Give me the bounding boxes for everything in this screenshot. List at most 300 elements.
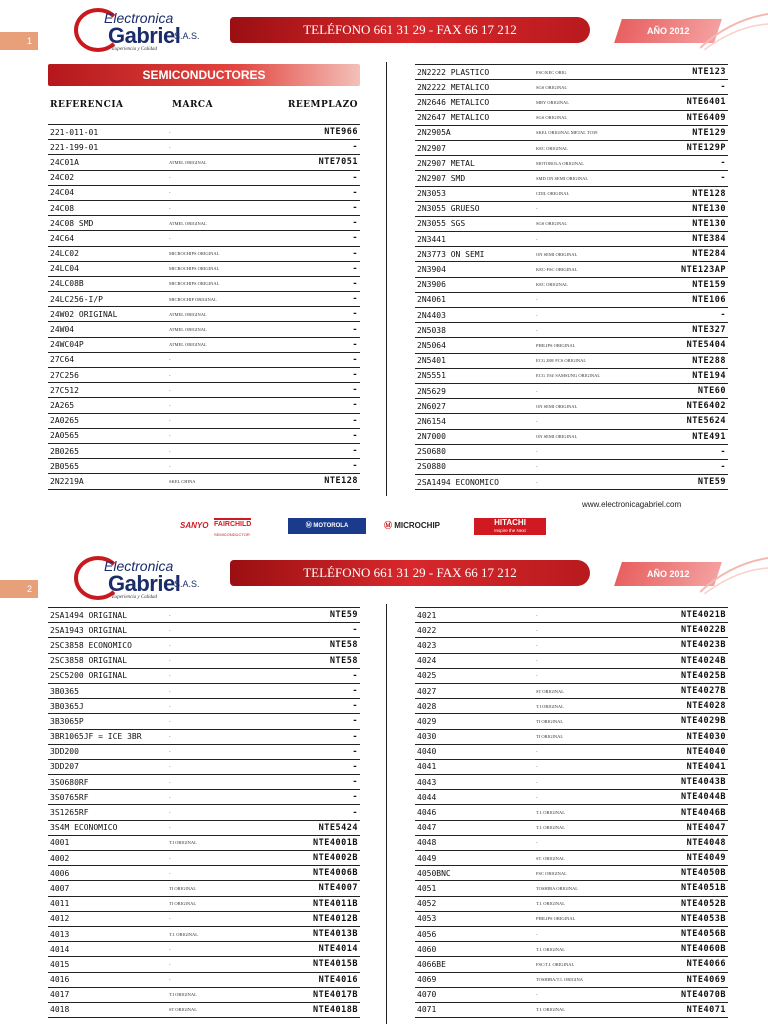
part-replacement: NTE4071	[642, 1002, 728, 1017]
table-row	[48, 155, 360, 170]
table-row	[48, 428, 360, 443]
table-row	[415, 125, 728, 140]
table-row	[48, 200, 360, 215]
table-row	[415, 353, 728, 368]
logo-slogan: Experiencia y Calidad	[112, 595, 157, 600]
table-row	[48, 668, 360, 683]
part-reference: 2B0565	[48, 459, 167, 474]
part-replacement: -	[274, 322, 360, 337]
table-row	[415, 368, 728, 383]
part-reference: 24W02 ORIGINAL	[48, 307, 167, 322]
part-replacement: NTE4066	[642, 957, 728, 972]
part-replacement: NTE123	[642, 65, 728, 80]
fairchild-sub: SEMICONDUCTOR	[214, 532, 250, 537]
part-brand: SMD ON SEMI ORIGINAL	[534, 171, 642, 186]
part-reference: 2SA1494 ECONOMICO	[415, 475, 534, 490]
part-reference: 24C08 SMD	[48, 216, 167, 231]
part-replacement: NTE4049	[642, 851, 728, 866]
part-replacement: NTE284	[642, 247, 728, 262]
table-row	[415, 972, 728, 987]
part-brand: SGS ORIGINAL	[534, 80, 642, 95]
part-brand: -	[534, 668, 642, 683]
part-replacement: -	[274, 216, 360, 231]
table-row	[48, 307, 360, 322]
part-replacement: NTE159	[642, 277, 728, 292]
table-row	[415, 475, 728, 490]
part-brand: -	[534, 292, 642, 307]
part-brand: -	[167, 957, 274, 972]
part-brand: T.I ORIGINAL	[167, 987, 274, 1002]
part-replacement: NTE4043B	[642, 775, 728, 790]
table-row	[48, 185, 360, 200]
part-brand: MICROCHIPS ORIGINAL	[167, 246, 274, 261]
part-reference: 2N4403	[415, 308, 534, 323]
part-reference: 2N2647 METALICO	[415, 110, 534, 125]
part-brand: ATMEL ORIGINAL	[167, 155, 274, 170]
page-number: 2	[0, 580, 38, 598]
col-rep-header: REEMPLAZO	[287, 100, 358, 110]
part-brand: -	[167, 200, 274, 215]
part-reference: 221-011-01	[48, 125, 167, 140]
phone-bar: TELÉFONO 661 31 29 - FAX 66 17 212	[230, 560, 590, 586]
brand-strip	[180, 518, 550, 536]
part-reference: 221-199-01	[48, 140, 167, 155]
table-row	[48, 231, 360, 246]
part-brand: ATMEL ORIGINAL	[167, 216, 274, 231]
part-reference: 4016	[48, 972, 167, 987]
part-reference: 4018	[48, 1002, 167, 1017]
part-reference: 4071	[415, 1002, 534, 1017]
part-replacement: NTE4018B	[274, 1002, 360, 1017]
part-brand: -	[167, 805, 274, 820]
table-row	[48, 957, 360, 972]
part-brand: TI ORIGINAL	[534, 714, 642, 729]
part-replacement: NTE4070B	[642, 987, 728, 1002]
part-replacement: NTE59	[274, 608, 360, 623]
logo-line2: Gabriel	[108, 23, 181, 48]
part-brand: ECG 288/ FCS ORIGINAL	[534, 353, 642, 368]
part-brand: T.I ORIGINAL	[167, 835, 274, 850]
table-row	[415, 232, 728, 247]
part-reference: 4023	[415, 638, 534, 653]
sanyo-logo: SANYO	[180, 521, 209, 530]
table-row	[48, 638, 360, 653]
part-reference: 4001	[48, 835, 167, 850]
part-reference: 4014	[48, 942, 167, 957]
part-reference: 4012	[48, 911, 167, 926]
table-row	[48, 790, 360, 805]
table-row	[415, 653, 728, 668]
table-row	[48, 972, 360, 987]
part-reference: 2N2907	[415, 140, 534, 155]
part-brand: -	[167, 668, 274, 683]
table-row	[48, 443, 360, 458]
part-replacement: NTE4047	[642, 820, 728, 835]
part-brand: -	[534, 653, 642, 668]
part-reference: 4017	[48, 987, 167, 1002]
part-reference: 4013	[48, 926, 167, 941]
part-replacement: NTE4015B	[274, 957, 360, 972]
hitachi-name: HITACHI	[494, 518, 526, 527]
part-reference: 2N5401	[415, 353, 534, 368]
part-reference: 24C02	[48, 170, 167, 185]
table-row	[48, 699, 360, 714]
part-replacement: NTE58	[274, 638, 360, 653]
part-reference: 4069	[415, 972, 534, 987]
table-row	[415, 201, 728, 216]
part-reference: 2SC5200 ORIGINAL	[48, 668, 167, 683]
part-brand: -	[167, 638, 274, 653]
part-reference: 4044	[415, 790, 534, 805]
part-replacement: NTE4029B	[642, 714, 728, 729]
part-replacement: -	[274, 790, 360, 805]
part-replacement: NTE491	[642, 429, 728, 444]
part-reference: 4021	[415, 608, 534, 623]
part-reference: 3S1265RF	[48, 805, 167, 820]
part-replacement: -	[274, 699, 360, 714]
part-replacement: NTE4006B	[274, 866, 360, 881]
table-row	[415, 926, 728, 941]
part-brand: KEC ORIGINAL	[534, 140, 642, 155]
part-reference: 4015	[48, 957, 167, 972]
part-brand: TI ORIGINAL	[534, 729, 642, 744]
microchip-logo	[384, 518, 440, 534]
part-replacement: -	[274, 413, 360, 428]
part-reference: 4048	[415, 835, 534, 850]
part-replacement: NTE4051B	[642, 881, 728, 896]
table-row	[48, 608, 360, 623]
part-brand: FSC/KEC ORIG	[534, 65, 642, 80]
year-label: AÑO 2012	[646, 569, 690, 579]
part-brand: T.I. ORIGINAL	[534, 942, 642, 957]
part-reference: 4050BNC	[415, 866, 534, 881]
table-row	[48, 322, 360, 337]
table-row	[48, 653, 360, 668]
part-reference: 4027	[415, 683, 534, 698]
part-brand: -	[167, 699, 274, 714]
table-row	[415, 80, 728, 95]
column-divider	[386, 62, 387, 496]
part-brand: -	[167, 775, 274, 790]
parts-table	[48, 124, 360, 490]
table-row	[415, 429, 728, 444]
part-brand: KEC ORIGINAL	[534, 277, 642, 292]
part-replacement: NTE4030	[642, 729, 728, 744]
part-brand: TI ORIGINAL	[167, 896, 274, 911]
table-row	[48, 398, 360, 413]
part-replacement: NTE4056B	[642, 926, 728, 941]
part-reference: 2N6154	[415, 414, 534, 429]
part-replacement: NTE130	[642, 201, 728, 216]
part-reference: 3S4M ECONOMICO	[48, 820, 167, 835]
part-replacement: -	[274, 729, 360, 744]
year-label: AÑO 2012	[646, 26, 690, 36]
decorative-swirl-icon	[700, 10, 768, 50]
table-row	[415, 383, 728, 398]
part-brand: MBY ORIGINAL	[534, 95, 642, 110]
table-row	[48, 459, 360, 474]
table-row	[415, 820, 728, 835]
part-reference: 4041	[415, 759, 534, 774]
table-row	[48, 881, 360, 896]
part-brand: SKEL CHINA	[167, 474, 274, 489]
part-replacement: NTE106	[642, 292, 728, 307]
logo-line2: Gabriel	[108, 571, 181, 596]
part-brand: -	[167, 683, 274, 698]
part-reference: 4049	[415, 851, 534, 866]
part-replacement: NTE194	[642, 368, 728, 383]
fairchild-logo	[214, 518, 252, 537]
hitachi-logo	[474, 518, 546, 535]
table-row	[415, 277, 728, 292]
part-replacement: -	[642, 156, 728, 171]
table-row	[415, 759, 728, 774]
part-reference: 2B0265	[48, 443, 167, 458]
part-brand: -	[167, 125, 274, 140]
table-row	[415, 699, 728, 714]
part-replacement: NTE4013B	[274, 926, 360, 941]
part-replacement: NTE4023B	[642, 638, 728, 653]
part-reference: 2S0680	[415, 444, 534, 459]
part-reference: 24LC02	[48, 246, 167, 261]
table-row	[48, 866, 360, 881]
part-reference: 2N2907 SMD	[415, 171, 534, 186]
table-row	[415, 216, 728, 231]
part-brand: -	[167, 942, 274, 957]
catalog-page-2	[0, 540, 768, 1024]
part-replacement: -	[274, 140, 360, 155]
part-replacement: NTE384	[642, 232, 728, 247]
part-replacement: NTE4016	[274, 972, 360, 987]
table-row	[415, 729, 728, 744]
part-reference: 24W04	[48, 322, 167, 337]
part-replacement: NTE288	[642, 353, 728, 368]
part-replacement: -	[274, 668, 360, 683]
part-replacement: NTE58	[274, 653, 360, 668]
part-replacement: NTE7051	[274, 155, 360, 170]
part-brand: -	[167, 398, 274, 413]
part-reference: 24C04	[48, 185, 167, 200]
part-reference: 24WC04P	[48, 337, 167, 352]
part-brand: ATMEL ORIGINAL	[167, 337, 274, 352]
part-brand: TOSHIBA/T.I. ORIGINA	[534, 972, 642, 987]
part-replacement: NTE4001B	[274, 835, 360, 850]
part-replacement: NTE6402	[642, 399, 728, 414]
part-reference: 2SA1494 ORIGINAL	[48, 608, 167, 623]
section-banner: SEMICONDUCTORES	[48, 64, 360, 86]
website-link[interactable]: www.electronicagabriel.com	[582, 500, 682, 509]
part-replacement: NTE123AP	[642, 262, 728, 277]
table-row	[415, 668, 728, 683]
table-row	[48, 125, 360, 140]
table-row	[415, 775, 728, 790]
part-reference: 2N5629	[415, 383, 534, 398]
table-row	[48, 987, 360, 1002]
table-row	[48, 820, 360, 835]
part-reference: 4047	[415, 820, 534, 835]
part-reference: 2A265	[48, 398, 167, 413]
part-brand: -	[167, 911, 274, 926]
table-row	[415, 459, 728, 474]
table-row	[415, 714, 728, 729]
part-replacement: NTE4040	[642, 744, 728, 759]
part-replacement: -	[642, 80, 728, 95]
table-row	[48, 911, 360, 926]
part-brand: -	[534, 835, 642, 850]
table-row	[48, 623, 360, 638]
part-brand: -	[534, 775, 642, 790]
part-replacement: NTE5404	[642, 338, 728, 353]
part-brand: -	[534, 459, 642, 474]
parts-table	[415, 64, 728, 490]
part-brand: FSC ORIGINAL	[534, 866, 642, 881]
part-reference: 2N4061	[415, 292, 534, 307]
col-brand-header: MARCA	[172, 100, 214, 110]
table-row	[415, 308, 728, 323]
part-brand: -	[534, 475, 642, 490]
part-brand: KEC-FSC ORIGINAL	[534, 262, 642, 277]
company-logo	[74, 6, 204, 54]
part-brand: -	[534, 638, 642, 653]
column-divider	[386, 604, 387, 1024]
part-brand: SGS ORIGINAL	[534, 110, 642, 125]
part-reference: 3B0365J	[48, 699, 167, 714]
part-reference: 3BR1065JF = ICE 3BR	[48, 729, 167, 744]
part-reference: 4052	[415, 896, 534, 911]
table-row	[415, 186, 728, 201]
part-brand: -	[167, 851, 274, 866]
part-brand: -	[167, 140, 274, 155]
table-row	[415, 140, 728, 155]
table-row	[415, 881, 728, 896]
right-column	[415, 64, 728, 490]
part-brand: -	[167, 714, 274, 729]
part-replacement: -	[274, 307, 360, 322]
table-row	[415, 623, 728, 638]
table-row	[48, 383, 360, 398]
table-row	[415, 292, 728, 307]
part-replacement: -	[274, 231, 360, 246]
part-brand: TOSHIBA ORIGINAL	[534, 881, 642, 896]
page-number: 1	[0, 32, 38, 50]
part-reference: 2N2222 PLASTICO	[415, 65, 534, 80]
part-replacement: -	[274, 775, 360, 790]
part-brand: SGS ORIGINAL	[534, 216, 642, 231]
part-reference: 2N5064	[415, 338, 534, 353]
table-row	[415, 683, 728, 698]
table-row	[415, 866, 728, 881]
part-brand: -	[534, 744, 642, 759]
table-row	[415, 414, 728, 429]
part-reference: 2N7000	[415, 429, 534, 444]
part-reference: 24C01A	[48, 155, 167, 170]
table-row	[48, 926, 360, 941]
part-brand: -	[167, 383, 274, 398]
part-brand: MICROCHIP ORIGINAL	[167, 292, 274, 307]
part-brand: -	[534, 444, 642, 459]
part-replacement: -	[274, 292, 360, 307]
part-replacement: -	[274, 276, 360, 291]
part-replacement: NTE4007	[274, 881, 360, 896]
table-row	[48, 805, 360, 820]
part-brand: -	[534, 790, 642, 805]
part-brand: -	[534, 383, 642, 398]
part-reference: 2N3053	[415, 186, 534, 201]
part-brand: T.I. ORIGINAL	[534, 1002, 642, 1017]
table-header	[48, 86, 360, 124]
table-row	[48, 835, 360, 850]
part-replacement: NTE4028	[642, 699, 728, 714]
table-row	[415, 1002, 728, 1017]
logo-suffix: S.A.S.	[174, 579, 200, 589]
left-column	[48, 64, 360, 490]
company-logo	[74, 554, 204, 602]
part-brand: ON SEMI ORIGINAL	[534, 399, 642, 414]
part-reference: 4051	[415, 881, 534, 896]
part-brand: -	[167, 729, 274, 744]
part-reference: 4022	[415, 623, 534, 638]
part-brand: T.I. ORIGINAL	[167, 926, 274, 941]
right-column	[415, 607, 728, 1018]
part-reference: 3S0680RF	[48, 775, 167, 790]
part-reference: 2SA1943 ORIGINAL	[48, 623, 167, 638]
part-brand: -	[167, 170, 274, 185]
part-reference: 24C08	[48, 200, 167, 215]
part-brand: -	[534, 201, 642, 216]
part-reference: 2S0880	[415, 459, 534, 474]
part-reference: 27C256	[48, 368, 167, 383]
part-brand: -	[534, 926, 642, 941]
part-reference: 2N3773 ON SEMI	[415, 247, 534, 262]
part-reference: 2N2905A	[415, 125, 534, 140]
table-row	[415, 171, 728, 186]
part-reference: 4030	[415, 729, 534, 744]
part-brand: -	[534, 987, 642, 1002]
part-brand: T.I. ORIGINAL	[534, 896, 642, 911]
table-row	[415, 110, 728, 125]
table-row	[48, 216, 360, 231]
part-reference: 24C64	[48, 231, 167, 246]
part-replacement: NTE327	[642, 323, 728, 338]
part-replacement: NTE4044B	[642, 790, 728, 805]
part-replacement: -	[274, 383, 360, 398]
part-brand: ON SEMI ORIGINAL	[534, 247, 642, 262]
part-brand: MICROCHIPS ORIGINAL	[167, 276, 274, 291]
part-brand: -	[167, 790, 274, 805]
table-row	[48, 261, 360, 276]
part-reference: 4007	[48, 881, 167, 896]
table-row	[415, 638, 728, 653]
part-replacement: NTE4048	[642, 835, 728, 850]
hitachi-tagline: Inspire the Next	[494, 528, 526, 533]
part-brand: -	[167, 352, 274, 367]
part-brand: ON SEMI ORIGINAL	[534, 429, 642, 444]
part-brand: -	[167, 744, 274, 759]
part-reference: 2SC3858 ECONOMICO	[48, 638, 167, 653]
table-row	[415, 744, 728, 759]
part-replacement: NTE966	[274, 125, 360, 140]
part-brand: -	[167, 231, 274, 246]
part-replacement: NTE4041	[642, 759, 728, 774]
part-reference: 4006	[48, 866, 167, 881]
part-reference: 4046	[415, 805, 534, 820]
table-row	[48, 729, 360, 744]
table-row	[48, 413, 360, 428]
part-replacement: -	[274, 185, 360, 200]
part-replacement: NTE4024B	[642, 653, 728, 668]
part-replacement: NTE4060B	[642, 942, 728, 957]
part-replacement: -	[642, 308, 728, 323]
